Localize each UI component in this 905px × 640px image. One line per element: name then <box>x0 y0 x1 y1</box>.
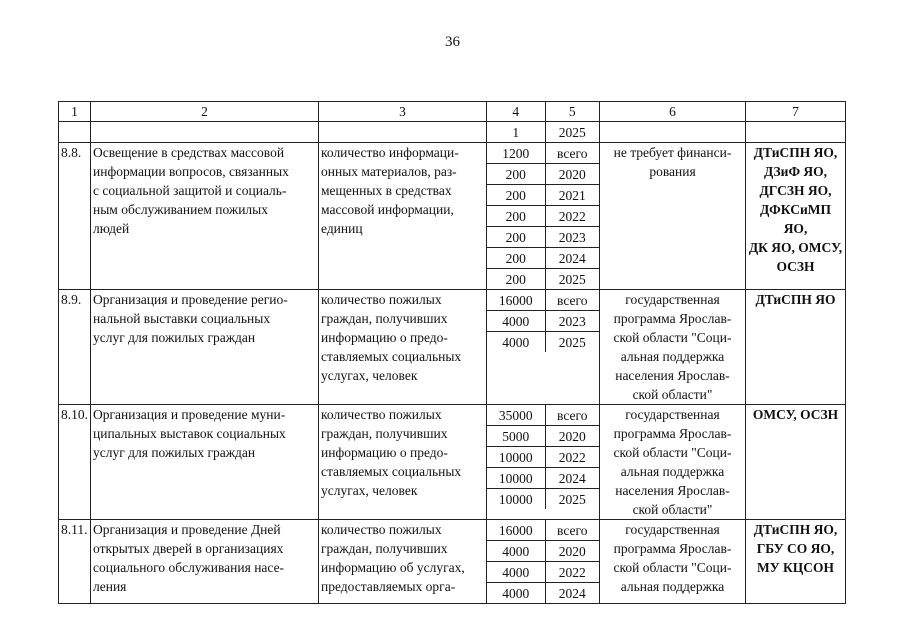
column-number: 3 <box>319 102 487 122</box>
measure-row <box>59 143 846 290</box>
column-number: 2 <box>91 102 319 122</box>
continuation-year: 2025 <box>545 122 599 143</box>
table-body <box>59 102 846 604</box>
indicator-year: 2020 <box>545 164 599 185</box>
empty-cell <box>91 122 319 143</box>
values-cell <box>487 143 600 290</box>
values-cell <box>487 405 600 520</box>
measure-description: Организация и проведение Дней открытых дверей в организациях социального обслуживания насе- ления <box>91 520 319 604</box>
column-number: 5 <box>545 102 599 122</box>
values-cell <box>487 520 600 604</box>
executors: ОМСУ, ОСЗН <box>746 405 846 520</box>
measure-row <box>59 520 846 604</box>
funding-source: государственная программа Ярослав- ской области "Соци- альная поддержка <box>600 520 746 604</box>
empty-cell <box>319 122 487 143</box>
indicator-year: всего <box>545 405 599 426</box>
indicator-value: 4000 <box>502 585 530 601</box>
column-number-row <box>59 102 846 122</box>
value-row <box>487 541 599 562</box>
indicator-year: 2020 <box>545 541 599 562</box>
indicator-value: 16000 <box>487 290 545 311</box>
values-subtable <box>487 143 599 289</box>
measure-number: 8.11. <box>59 520 91 604</box>
indicator-value: 4000 <box>487 562 545 583</box>
indicator-value: 35000 <box>487 405 545 426</box>
value-row <box>487 227 599 248</box>
value-row <box>487 185 599 206</box>
indicator-year: всего <box>545 143 599 164</box>
measure-indicator: количество пожилых граждан, получивших информацию о предо- ставляемых социальных услугах, человек <box>319 290 487 405</box>
value-row <box>487 290 599 311</box>
column-number: 4 <box>487 102 546 122</box>
value-row <box>487 311 599 332</box>
indicator-value: 200 <box>487 248 545 269</box>
indicator-year: 2020 <box>545 426 599 447</box>
value-row <box>487 447 599 468</box>
indicator-value: 200 <box>487 185 545 206</box>
values-subtable <box>487 290 599 352</box>
value-row <box>487 489 599 510</box>
measure-indicator: количество пожилых граждан, получивших информацию об услугах, предоставляемых орга- <box>319 520 487 604</box>
funding-source: не требует финанси- рования <box>600 143 746 290</box>
value-row <box>487 562 599 583</box>
value-row <box>487 206 599 227</box>
value-row <box>487 520 599 541</box>
indicator-value: 200 <box>505 271 526 287</box>
indicator-value: 4000 <box>502 334 530 350</box>
values-subtable <box>487 405 599 509</box>
measure-description: Освещение в средствах массовой информации вопросов, связанных с социальной защитой и социаль- ным обслуживанием пожилых людей <box>91 143 319 290</box>
value-row <box>487 164 599 185</box>
measure-indicator: количество пожилых граждан, получивших информацию о предо- ставляемых социальных услугах, человек <box>319 405 487 520</box>
indicator-year: 2022 <box>545 562 599 583</box>
measures-table <box>58 101 846 604</box>
column-number: 7 <box>746 102 846 122</box>
value-row <box>487 332 599 353</box>
values-cell <box>487 290 600 405</box>
funding-source: государственная программа Ярослав- ской области "Соци- альная поддержка населения Ярослав- ской области" <box>600 290 746 405</box>
measure-indicator: количество информаци- онных материалов, раз- мещенных в средствах массовой информации, единиц <box>319 143 487 290</box>
empty-cell <box>746 122 846 143</box>
column-number: 6 <box>600 102 746 122</box>
indicator-year: 2024 <box>545 468 599 489</box>
indicator-year: 2025 <box>545 332 599 353</box>
executors: ДТиСПН ЯО, ДЗиФ ЯО, ДГСЗН ЯО, ДФКСиМП ЯО, ДК ЯО, ОМСУ, ОСЗН <box>746 143 846 290</box>
measure-number: 8.10. <box>59 405 91 520</box>
indicator-year: 2025 <box>545 489 599 510</box>
measure-row <box>59 290 846 405</box>
indicator-year: всего <box>545 520 599 541</box>
indicator-year: 2024 <box>545 248 599 269</box>
indicator-value: 5000 <box>487 426 545 447</box>
executors: ДТиСПН ЯО, ГБУ СО ЯО, МУ КЦСОН <box>746 520 846 604</box>
value-row <box>487 468 599 489</box>
empty-cell <box>59 122 91 143</box>
measure-row <box>59 405 846 520</box>
funding-source: государственная программа Ярослав- ской области "Соци- альная поддержка населения Ярослав- ской области" <box>600 405 746 520</box>
indicator-value: 10000 <box>487 468 545 489</box>
continuation-row <box>59 122 846 143</box>
indicator-value: 200 <box>487 227 545 248</box>
value-row <box>487 269 599 290</box>
indicator-year: всего <box>545 290 599 311</box>
measure-number: 8.9. <box>59 290 91 405</box>
indicator-year: 2024 <box>545 583 599 604</box>
value-row <box>487 583 599 604</box>
indicator-year: 2025 <box>545 269 599 290</box>
indicator-value: 200 <box>487 206 545 227</box>
indicator-year: 2022 <box>545 206 599 227</box>
value-row <box>487 426 599 447</box>
indicator-value: 10000 <box>487 447 545 468</box>
indicator-year: 2023 <box>545 227 599 248</box>
values-subtable <box>487 520 599 603</box>
indicator-year: 2023 <box>545 311 599 332</box>
column-number: 1 <box>59 102 91 122</box>
executors: ДТиСПН ЯО <box>746 290 846 405</box>
measure-description: Организация и проведение регио- нальной выставки социальных услуг для пожилых граждан <box>91 290 319 405</box>
indicator-value: 10000 <box>498 491 533 507</box>
indicator-year: 2022 <box>545 447 599 468</box>
measure-number: 8.8. <box>59 143 91 290</box>
indicator-year: 2021 <box>545 185 599 206</box>
page-number: 36 <box>445 34 460 50</box>
value-row <box>487 248 599 269</box>
indicator-value: 16000 <box>487 520 545 541</box>
empty-cell <box>600 122 746 143</box>
measure-description: Организация и проведение муни- ципальных выставок социальных услуг для пожилых граждан <box>91 405 319 520</box>
indicator-value: 4000 <box>487 311 545 332</box>
continuation-value: 1 <box>487 122 546 143</box>
indicator-value: 200 <box>487 164 545 185</box>
value-row <box>487 143 599 164</box>
value-row <box>487 405 599 426</box>
indicator-value: 1200 <box>487 143 545 164</box>
indicator-value: 4000 <box>487 541 545 562</box>
